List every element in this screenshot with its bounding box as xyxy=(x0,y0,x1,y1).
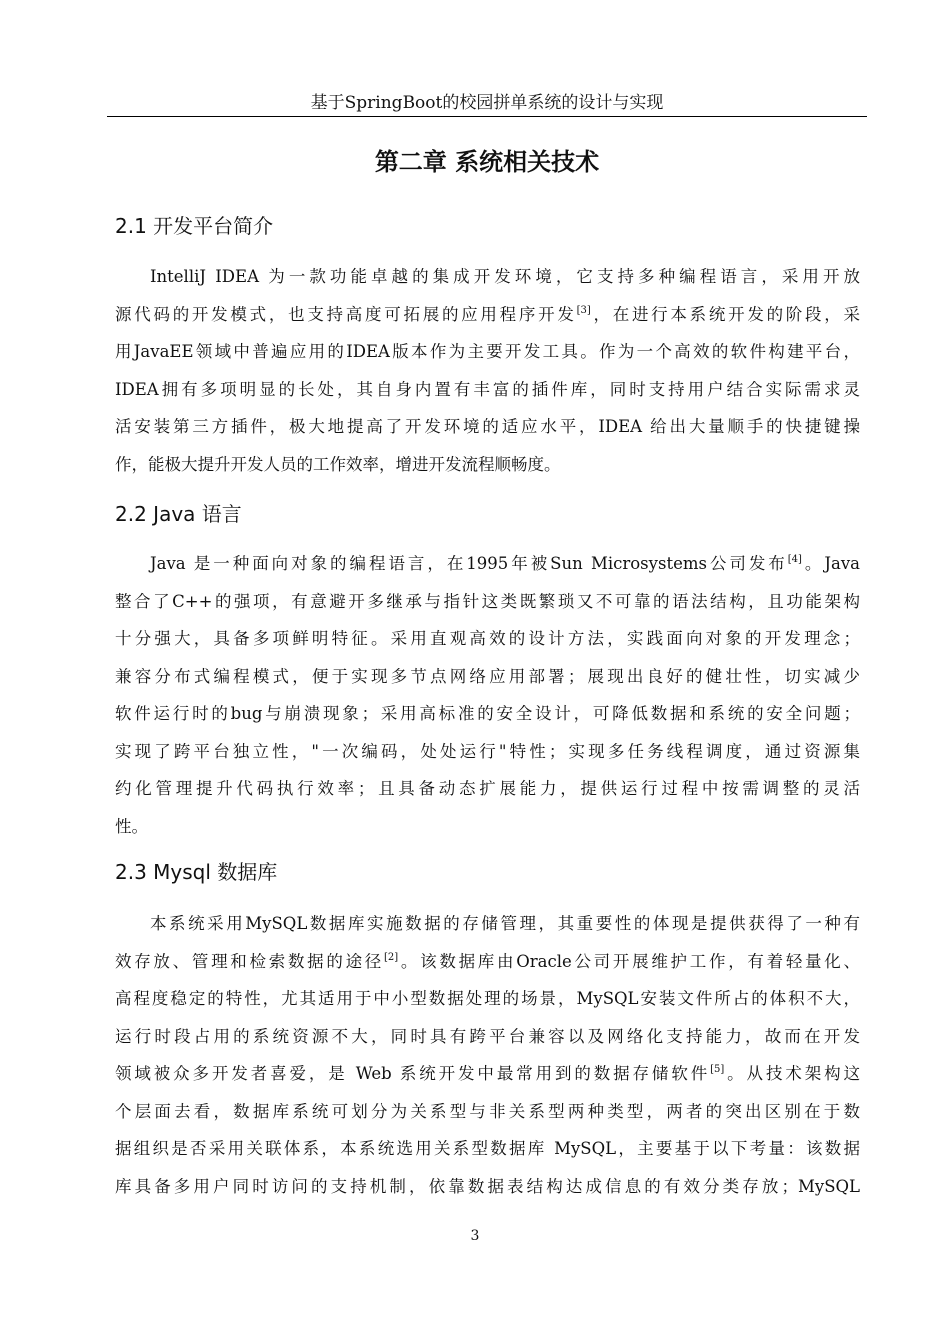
citation: [4] xyxy=(787,554,802,565)
text-line: IntelliJ IDEA 为一款功能卓越的集成开发环境，它支持多种编程语言，采用开放 xyxy=(150,267,860,286)
citation: [2] xyxy=(384,951,399,963)
text-line: 约化管理提升代码执行效率；且具备动态扩展能力，提供运行过程中按需调整的灵活 xyxy=(115,779,860,798)
section-heading-2-3: 2.3 Mysql 数据库 xyxy=(115,860,278,884)
paragraph-2-1 xyxy=(115,258,860,483)
text-line: Java 是一种面向对象的编程语言，在1995年被Sun Microsystems公司发布[4]。Java xyxy=(150,554,860,573)
text-line: 本系统采用MySQL数据库实施数据的存储管理，其重要性的体现是提供获得了一种有 xyxy=(150,914,860,933)
text-line: 效存放、管理和检索数据的途径[2]。该数据库由Oracle公司开展维护工作，有着轻量化、 xyxy=(115,951,860,971)
text-line: IDEA拥有多项明显的长处，其自身内置有丰富的插件库，同时支持用户结合实际需求灵 xyxy=(115,379,860,399)
text-line: 十分强大，具备多项鲜明特征。采用直观高效的设计方法，实践面向对象的开发理念； xyxy=(115,629,860,648)
page-number: 3 xyxy=(470,1228,480,1244)
citation: [3] xyxy=(576,304,591,316)
text-line: 整合了C++的强项，有意避开多继承与指针这类既繁琐又不可靠的语法结构，且功能架构 xyxy=(115,591,860,611)
citation: [5] xyxy=(710,1064,725,1075)
text-line: 实现了跨平台独立性，"一次编码，处处运行"特性；实现多任务线程调度，通过资源集 xyxy=(115,741,860,761)
paragraph-2-2 xyxy=(115,545,860,845)
section-heading-2-2: 2.2 Java 语言 xyxy=(115,502,242,526)
section-heading-2-1: 2.1 开发平台简介 xyxy=(115,214,274,238)
text-line: 库具备多用户同时访问的支持机制，依靠数据表结构达成信息的有效分类存放；MySQL xyxy=(115,1176,860,1196)
text-line: 个层面去看，数据库系统可划分为关系型与非关系型两种类型，两者的突出区别在于数 xyxy=(115,1101,860,1121)
chapter-title: 第二章 系统相关技术 xyxy=(374,148,600,176)
text-line: 兼容分布式编程模式，便于实现多节点网络应用部署；展现出良好的健壮性，切实减少 xyxy=(115,666,860,686)
running-header: 基于SpringBoot的校园拼单系统的设计与实现 xyxy=(310,93,664,113)
text-line: 性。 xyxy=(115,816,148,836)
text-line: 领域被众多开发者喜爱，是 Web 系统开发中最常用到的数据存储软件[5]。从技术架构这 xyxy=(115,1064,861,1083)
text-line: 用JavaEE领域中普遍应用的IDEA版本作为主要开发工具。作为一个高效的软件构建平台， xyxy=(115,342,860,361)
text-line: 源代码的开发模式，也支持高度可拓展的应用程序开发[3]，在进行本系统开发的阶段，采 xyxy=(115,304,861,324)
header-rule xyxy=(107,116,867,117)
text-line: 高程度稳定的特性，尤其适用于中小型数据处理的场景，MySQL安装文件所占的体积不大， xyxy=(115,989,860,1008)
text-line: 作，能极大提升开发人员的工作效率，增进开发流程顺畅度。 xyxy=(115,454,561,474)
paragraph-2-3 xyxy=(115,905,860,1205)
text-line: 软件运行时的bug与崩溃现象；采用高标准的安全设计，可降低数据和系统的安全问题； xyxy=(115,704,860,723)
text-line: 运行时段占用的系统资源不大，同时具有跨平台兼容以及网络化支持能力，故而在开发 xyxy=(115,1026,860,1046)
text-line: 据组织是否采用关联体系，本系统选用关系型数据库 MySQL，主要基于以下考量：该数据 xyxy=(115,1139,860,1158)
text-line: 活安装第三方插件，极大地提高了开发环境的适应水平，IDEA 给出大量顺手的快捷键操 xyxy=(115,417,860,436)
